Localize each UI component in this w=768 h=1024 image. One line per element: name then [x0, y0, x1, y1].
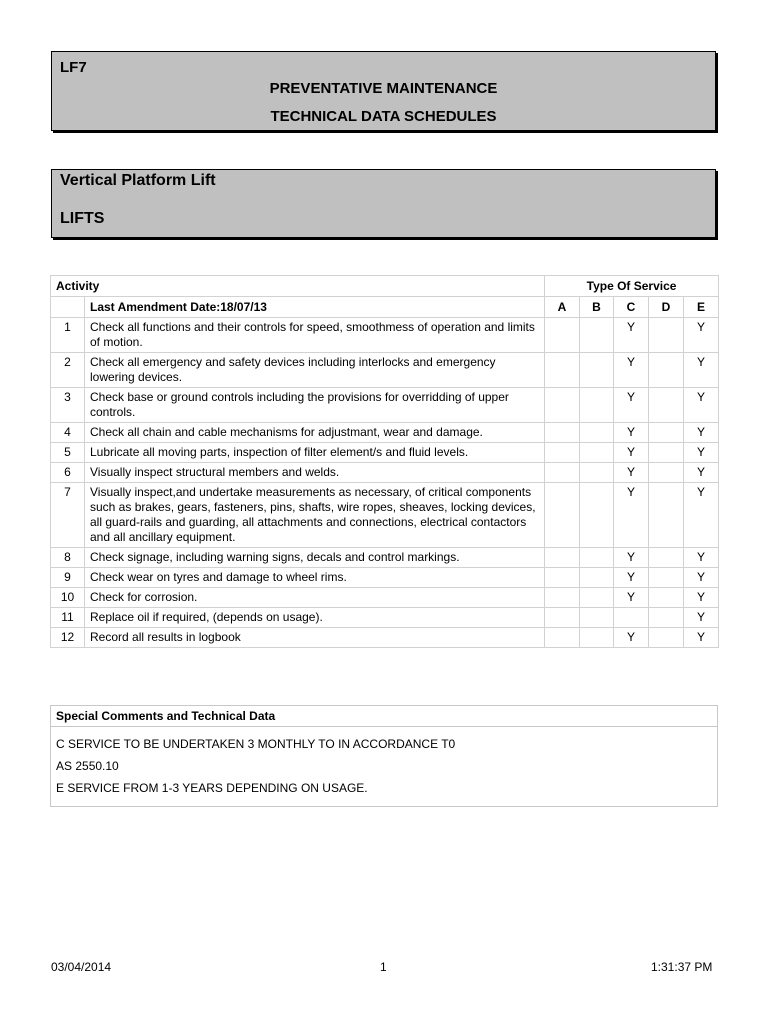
maintenance-schedule-table — [50, 275, 719, 648]
service-mark-b — [580, 423, 614, 443]
row-number: 10 — [51, 588, 85, 608]
service-mark-c: Y — [614, 588, 649, 608]
service-mark-c: Y — [614, 443, 649, 463]
service-column-c: C — [614, 297, 649, 318]
service-mark-c: Y — [614, 463, 649, 483]
service-mark-a — [545, 353, 580, 388]
service-column-e: E — [684, 297, 719, 318]
activity-description: Check for corrosion. — [85, 588, 545, 608]
comment-line: E SERVICE FROM 1-3 YEARS DEPENDING ON USAGE. — [56, 781, 368, 795]
table-row — [51, 443, 719, 463]
service-mark-a — [545, 388, 580, 423]
service-mark-b — [580, 463, 614, 483]
service-mark-e: Y — [684, 353, 719, 388]
table-row — [51, 388, 719, 423]
row-number: 9 — [51, 568, 85, 588]
footer-date: 03/04/2014 — [51, 960, 112, 974]
row-number: 7 — [51, 483, 85, 548]
service-mark-d — [649, 463, 684, 483]
service-mark-e: Y — [684, 548, 719, 568]
service-mark-e: Y — [684, 443, 719, 463]
service-mark-d — [649, 388, 684, 423]
service-mark-d — [649, 443, 684, 463]
service-mark-c: Y — [614, 483, 649, 548]
activity-description: Check wear on tyres and damage to wheel rims. — [85, 568, 545, 588]
service-mark-d — [649, 588, 684, 608]
service-mark-e: Y — [684, 588, 719, 608]
service-mark-e: Y — [684, 483, 719, 548]
title-banner — [51, 51, 716, 131]
service-mark-a — [545, 318, 580, 353]
service-mark-e: Y — [684, 628, 719, 648]
service-mark-c: Y — [614, 353, 649, 388]
comments-body — [51, 727, 717, 799]
comment-line: AS 2550.10 — [56, 759, 119, 773]
schedule-code: LF7 — [60, 59, 87, 76]
table-row — [51, 353, 719, 388]
table-subheader-row — [51, 297, 719, 318]
service-mark-a — [545, 423, 580, 443]
service-mark-d — [649, 568, 684, 588]
table-row — [51, 608, 719, 628]
table-row — [51, 628, 719, 648]
table-header-row — [51, 276, 719, 297]
activity-description: Visually inspect,and undertake measurements as necessary, of critical components such as brakes, gears, fasteners, pins, shafts, wire ropes, sheaves, locking devices, all guard-rails and guarding, all attachments and connections, electrical contactors and all ancillary equipment. — [85, 483, 545, 548]
table-row — [51, 568, 719, 588]
footer-time: 1:31:37 PM — [651, 960, 713, 974]
row-number: 8 — [51, 548, 85, 568]
service-mark-a — [545, 568, 580, 588]
service-mark-a — [545, 483, 580, 548]
document-subtitle: TECHNICAL DATA SCHEDULES — [270, 108, 497, 125]
service-mark-c: Y — [614, 423, 649, 443]
service-mark-e: Y — [684, 388, 719, 423]
service-mark-a — [545, 608, 580, 628]
service-mark-b — [580, 568, 614, 588]
service-mark-b — [580, 443, 614, 463]
service-mark-d — [649, 628, 684, 648]
comment-line: C SERVICE TO BE UNDERTAKEN 3 MONTHLY TO IN ACCORDANCE T0 — [56, 737, 456, 751]
service-mark-b — [580, 628, 614, 648]
service-mark-d — [649, 423, 684, 443]
amendment-date: Last Amendment Date:18/07/13 — [85, 297, 545, 318]
service-mark-b — [580, 608, 614, 628]
activity-description: Lubricate all moving parts, inspection of filter element/s and fluid levels. — [85, 443, 545, 463]
activity-description: Check all chain and cable mechanisms for adjustmant, wear and damage. — [85, 423, 545, 443]
service-mark-d — [649, 318, 684, 353]
service-mark-a — [545, 628, 580, 648]
row-number: 4 — [51, 423, 85, 443]
service-mark-e: Y — [684, 318, 719, 353]
comments-header: Special Comments and Technical Data — [51, 706, 717, 727]
row-number: 2 — [51, 353, 85, 388]
service-mark-b — [580, 588, 614, 608]
service-mark-b — [580, 353, 614, 388]
service-column-b: B — [580, 297, 614, 318]
service-mark-a — [545, 443, 580, 463]
service-mark-d — [649, 353, 684, 388]
blank-cell — [51, 297, 85, 318]
activity-description: Replace oil if required, (depends on usage). — [85, 608, 545, 628]
service-mark-a — [545, 548, 580, 568]
service-mark-c: Y — [614, 568, 649, 588]
service-mark-d — [649, 548, 684, 568]
table-row — [51, 483, 719, 548]
service-mark-a — [545, 588, 580, 608]
row-number: 11 — [51, 608, 85, 628]
activity-header: Activity — [51, 276, 545, 297]
service-mark-b — [580, 318, 614, 353]
service-mark-c: Y — [614, 318, 649, 353]
row-number: 5 — [51, 443, 85, 463]
table-row — [51, 548, 719, 568]
activity-description: Visually inspect structural members and welds. — [85, 463, 545, 483]
service-mark-b — [580, 388, 614, 423]
row-number: 1 — [51, 318, 85, 353]
service-mark-e: Y — [684, 608, 719, 628]
service-mark-c: Y — [614, 548, 649, 568]
service-mark-d — [649, 483, 684, 548]
table-row — [51, 588, 719, 608]
service-mark-b — [580, 483, 614, 548]
activity-description: Check base or ground controls including the provisions for overridding of upper controls. — [85, 388, 545, 423]
service-mark-e: Y — [684, 423, 719, 443]
table-row — [51, 318, 719, 353]
service-mark-c: Y — [614, 628, 649, 648]
equipment-name: Vertical Platform Lift — [60, 172, 216, 189]
service-mark-b — [580, 548, 614, 568]
service-mark-a — [545, 463, 580, 483]
equipment-banner — [51, 169, 716, 238]
row-number: 3 — [51, 388, 85, 423]
service-column-a: A — [545, 297, 580, 318]
service-type-header: Type Of Service — [545, 276, 719, 297]
service-column-d: D — [649, 297, 684, 318]
document-title: PREVENTATIVE MAINTENANCE — [269, 80, 498, 97]
activity-description: Check signage, including warning signs, decals and control markings. — [85, 548, 545, 568]
service-mark-e: Y — [684, 463, 719, 483]
row-number: 6 — [51, 463, 85, 483]
table-row — [51, 463, 719, 483]
equipment-category: LIFTS — [60, 210, 105, 227]
row-number: 12 — [51, 628, 85, 648]
table-row — [51, 423, 719, 443]
service-mark-d — [649, 608, 684, 628]
footer-page-number: 1 — [380, 960, 387, 974]
special-comments-box — [50, 705, 718, 807]
activity-description: Check all functions and their controls for speed, smoothmess of operation and limits of motion. — [85, 318, 545, 353]
service-mark-e: Y — [684, 568, 719, 588]
service-mark-c — [614, 608, 649, 628]
activity-description: Record all results in logbook — [85, 628, 545, 648]
service-mark-c: Y — [614, 388, 649, 423]
activity-description: Check all emergency and safety devices including interlocks and emergency lowering devices. — [85, 353, 545, 388]
